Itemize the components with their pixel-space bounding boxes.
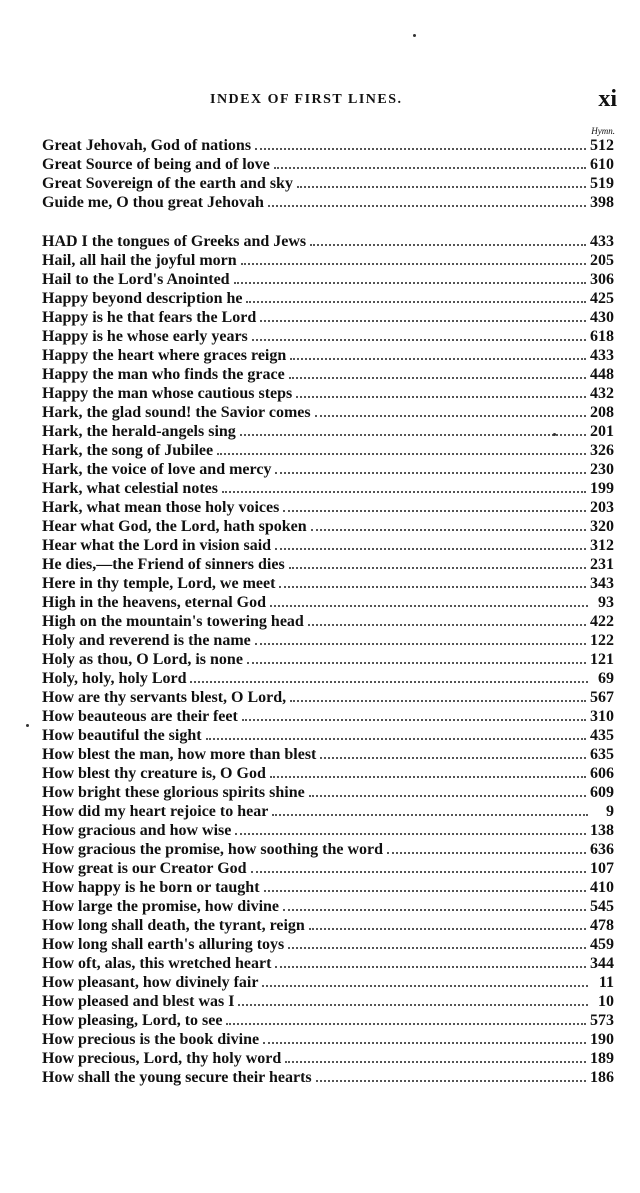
hymn-number: 310: [590, 708, 614, 725]
hymn-number: 199: [590, 480, 614, 497]
first-line-text: How precious is the book divine: [42, 1031, 260, 1048]
hymn-number: 205: [590, 252, 614, 269]
hymn-number: 573: [590, 1012, 614, 1029]
index-entry: [42, 707, 614, 726]
first-line-text: How oft, alas, this wretched heart: [42, 955, 272, 972]
hymn-number: 422: [590, 613, 614, 630]
dot-leader: [297, 186, 586, 188]
first-line-text: Holy and reverend is the name: [42, 632, 251, 649]
index-entry: [42, 136, 614, 155]
index-entry: [42, 403, 614, 422]
hymn-number: 93: [598, 594, 614, 611]
index-entry: [42, 802, 614, 821]
dot-leader: [289, 567, 586, 569]
dot-leader: [296, 396, 586, 398]
dot-leader: [238, 1004, 588, 1006]
dot-leader: [283, 510, 586, 512]
index-group: [42, 232, 614, 1087]
first-line-text: How blest thy creature is, O God: [42, 765, 266, 782]
dot-leader: [260, 320, 586, 322]
first-line-text: How long shall earth's alluring toys: [42, 936, 285, 953]
hymn-number: 435: [590, 727, 614, 744]
index-entry: [42, 384, 614, 403]
index-entry: [42, 1049, 614, 1068]
running-head: INDEX OF FIRST LINES.: [210, 92, 403, 107]
index-entry: [42, 479, 614, 498]
index-entry: [42, 536, 614, 555]
dot-leader: [255, 643, 586, 645]
dot-leader: [290, 700, 586, 702]
hymn-number: 122: [590, 632, 614, 649]
hymn-number: 567: [590, 689, 614, 706]
first-line-text: Happy the heart where graces reign: [42, 347, 287, 364]
first-line-text: How shall the young secure their hearts: [42, 1069, 312, 1086]
hymn-number: 189: [590, 1050, 614, 1067]
dot-leader: [275, 548, 586, 550]
hymn-number: 306: [590, 271, 614, 288]
hymn-number: 69: [598, 670, 614, 687]
index-entry: [42, 441, 614, 460]
first-line-text: Happy the man whose cautious steps: [42, 385, 293, 402]
index-entry: [42, 631, 614, 650]
dot-leader: [268, 205, 586, 207]
dot-leader: [309, 928, 586, 930]
index-entry: [42, 308, 614, 327]
dot-leader: [263, 1042, 586, 1044]
dot-leader: [251, 871, 586, 873]
hymn-column-label: Hymn.: [591, 126, 615, 136]
hymn-number: 433: [590, 233, 614, 250]
first-line-text: Great Sovereign of the earth and sky: [42, 175, 293, 192]
first-line-text: Great Jehovah, God of nations: [42, 137, 252, 154]
index-entry: [42, 327, 614, 346]
dot-leader: [272, 814, 588, 816]
first-line-text: Hark, the glad sound! the Savior comes: [42, 404, 311, 421]
first-line-text: Hark, what mean those holy voices: [42, 499, 280, 516]
hymn-number: 433: [590, 347, 614, 364]
first-lines-index: [42, 136, 614, 1087]
hymn-number: 430: [590, 309, 614, 326]
first-line-text: Hark, the voice of love and mercy: [42, 461, 272, 478]
index-entry: [42, 155, 614, 174]
page-header: [42, 86, 617, 114]
hymn-number: 10: [598, 993, 614, 1010]
first-line-text: How great is our Creator God: [42, 860, 247, 877]
first-line-text: He dies,—the Friend of sinners dies: [42, 556, 285, 573]
first-line-text: How gracious the promise, how soothing the word: [42, 841, 384, 858]
index-entry: [42, 973, 614, 992]
index-entry: [42, 460, 614, 479]
dot-leader: [279, 586, 586, 588]
dot-leader: [315, 415, 586, 417]
dot-leader: [310, 244, 586, 246]
index-entry: [42, 498, 614, 517]
hymn-number: 459: [590, 936, 614, 953]
hymn-number: 121: [590, 651, 614, 668]
first-line-text: Holy as thou, O Lord, is none: [42, 651, 243, 668]
dot-leader: [308, 624, 586, 626]
index-entry: [42, 992, 614, 1011]
dot-leader: [240, 434, 586, 436]
hymn-number: 425: [590, 290, 614, 307]
index-entry: [42, 555, 614, 574]
hymn-number: 635: [590, 746, 614, 763]
hymn-number: 398: [590, 194, 614, 211]
dot-leader: [270, 605, 588, 607]
first-line-text: How did my heart rejoice to hear: [42, 803, 269, 820]
first-line-text: How precious, Lord, thy holy word: [42, 1050, 282, 1067]
first-line-text: Hark, the song of Jubilee: [42, 442, 214, 459]
first-line-text: Hail, all hail the joyful morn: [42, 252, 237, 269]
first-line-text: How long shall death, the tyrant, reign: [42, 917, 305, 934]
hymn-number: 432: [590, 385, 614, 402]
index-entry: [42, 1030, 614, 1049]
index-entry: [42, 251, 614, 270]
index-entry: [42, 612, 614, 631]
hymn-number: 343: [590, 575, 614, 592]
index-entry: [42, 365, 614, 384]
index-entry: [42, 783, 614, 802]
index-entry: [42, 745, 614, 764]
hymn-number: 231: [590, 556, 614, 573]
hymn-number: 512: [590, 137, 614, 154]
hymn-number: 636: [590, 841, 614, 858]
hymn-number: 606: [590, 765, 614, 782]
page-number: xi: [598, 86, 617, 112]
dot-leader: [242, 719, 586, 721]
hymn-number: 138: [590, 822, 614, 839]
dot-leader: [255, 148, 586, 150]
dot-leader: [252, 339, 586, 341]
dot-leader: [247, 662, 586, 664]
dot-leader: [246, 301, 586, 303]
dot-leader: [264, 890, 586, 892]
hymn-number: 312: [590, 537, 614, 554]
hymn-number: 203: [590, 499, 614, 516]
first-line-text: High in the heavens, eternal God: [42, 594, 267, 611]
index-entry: [42, 193, 614, 212]
hymn-number: 190: [590, 1031, 614, 1048]
index-entry: [42, 821, 614, 840]
index-entry: [42, 840, 614, 859]
first-line-text: Happy the man who finds the grace: [42, 366, 285, 383]
first-line-text: Hear what the Lord in vision said: [42, 537, 272, 554]
hymn-number: 519: [590, 175, 614, 192]
index-entry: [42, 1011, 614, 1030]
dot-leader: [283, 909, 586, 911]
dot-leader: [234, 282, 586, 284]
first-line-text: Happy beyond description he: [42, 290, 243, 307]
dot-leader: [241, 263, 586, 265]
hymn-number: 545: [590, 898, 614, 915]
first-line-text: Hail to the Lord's Anointed: [42, 271, 230, 288]
first-line-text: How pleasing, Lord, to see: [42, 1012, 223, 1029]
index-entry: [42, 289, 614, 308]
index-entry: [42, 859, 614, 878]
hymn-number: 9: [606, 803, 614, 820]
first-line-text: Hark, the herald-angels sing: [42, 423, 236, 440]
dot-leader: [316, 1080, 586, 1082]
ink-speck: [553, 433, 556, 436]
hymn-number: 609: [590, 784, 614, 801]
dot-leader: [387, 852, 586, 854]
hymn-number: 230: [590, 461, 614, 478]
hymn-number: 344: [590, 955, 614, 972]
index-entry: [42, 688, 614, 707]
index-entry: [42, 574, 614, 593]
first-line-text: Happy is he that fears the Lord: [42, 309, 257, 326]
ink-speck: [26, 724, 29, 727]
dot-leader: [235, 833, 586, 835]
dot-leader: [275, 966, 586, 968]
first-line-text: How are thy servants blest, O Lord,: [42, 689, 287, 706]
index-entry: [42, 1068, 614, 1087]
first-line-text: How large the promise, how divine: [42, 898, 280, 915]
index-entry: [42, 726, 614, 745]
first-line-text: How beauteous are their feet: [42, 708, 238, 725]
index-entry: [42, 916, 614, 935]
dot-leader: [285, 1061, 586, 1063]
dot-leader: [290, 358, 586, 360]
index-entry: [42, 669, 614, 688]
index-entry: [42, 878, 614, 897]
first-line-text: Great Source of being and of love: [42, 156, 270, 173]
first-line-text: Hear what God, the Lord, hath spoken: [42, 518, 307, 535]
index-entry: [42, 954, 614, 973]
dot-leader: [311, 529, 586, 531]
ink-speck: [413, 34, 416, 37]
dot-leader: [222, 491, 586, 493]
hymn-number: 410: [590, 879, 614, 896]
index-entry: [42, 935, 614, 954]
dot-leader: [190, 681, 588, 683]
index-entry: [42, 422, 614, 441]
first-line-text: Holy, holy, holy Lord: [42, 670, 187, 687]
dot-leader: [226, 1023, 586, 1025]
hymn-number: 326: [590, 442, 614, 459]
hymn-number: 186: [590, 1069, 614, 1086]
index-entry: [42, 650, 614, 669]
hymn-number: 11: [598, 974, 614, 991]
first-line-text: HAD I the tongues of Greeks and Jews: [42, 233, 307, 250]
index-entry: [42, 174, 614, 193]
index-entry: [42, 764, 614, 783]
index-entry: [42, 517, 614, 536]
dot-leader: [320, 757, 586, 759]
dot-leader: [309, 795, 586, 797]
dot-leader: [217, 453, 586, 455]
hymn-number: 320: [590, 518, 614, 535]
index-group: [42, 136, 614, 212]
hymn-number: 610: [590, 156, 614, 173]
first-line-text: Happy is he whose early years: [42, 328, 248, 345]
hymn-number: 107: [590, 860, 614, 877]
index-entry: [42, 270, 614, 289]
dot-leader: [274, 167, 586, 169]
dot-leader: [275, 472, 586, 474]
hymn-number: 478: [590, 917, 614, 934]
dot-leader: [289, 377, 586, 379]
first-line-text: How beautiful the sight: [42, 727, 202, 744]
first-line-text: Guide me, O thou great Jehovah: [42, 194, 264, 211]
first-line-text: Here in thy temple, Lord, we meet: [42, 575, 276, 592]
dot-leader: [262, 985, 588, 987]
dot-leader: [206, 738, 586, 740]
index-entry: [42, 232, 614, 251]
first-line-text: How blest the man, how more than blest: [42, 746, 317, 763]
dot-leader: [288, 947, 586, 949]
index-entry: [42, 346, 614, 365]
first-line-text: How bright these glorious spirits shine: [42, 784, 305, 801]
index-entry: [42, 897, 614, 916]
first-line-text: How pleasant, how divinely fair: [42, 974, 259, 991]
hymn-number: 208: [590, 404, 614, 421]
hymn-number: 448: [590, 366, 614, 383]
first-line-text: How gracious and how wise: [42, 822, 232, 839]
first-line-text: High on the mountain's towering head: [42, 613, 304, 630]
first-line-text: How pleased and blest was I: [42, 993, 235, 1010]
first-line-text: How happy is he born or taught: [42, 879, 260, 896]
index-entry: [42, 593, 614, 612]
first-line-text: Hark, what celestial notes: [42, 480, 218, 497]
dot-leader: [270, 776, 586, 778]
hymn-number: 618: [590, 328, 614, 345]
hymn-number: 201: [590, 423, 614, 440]
